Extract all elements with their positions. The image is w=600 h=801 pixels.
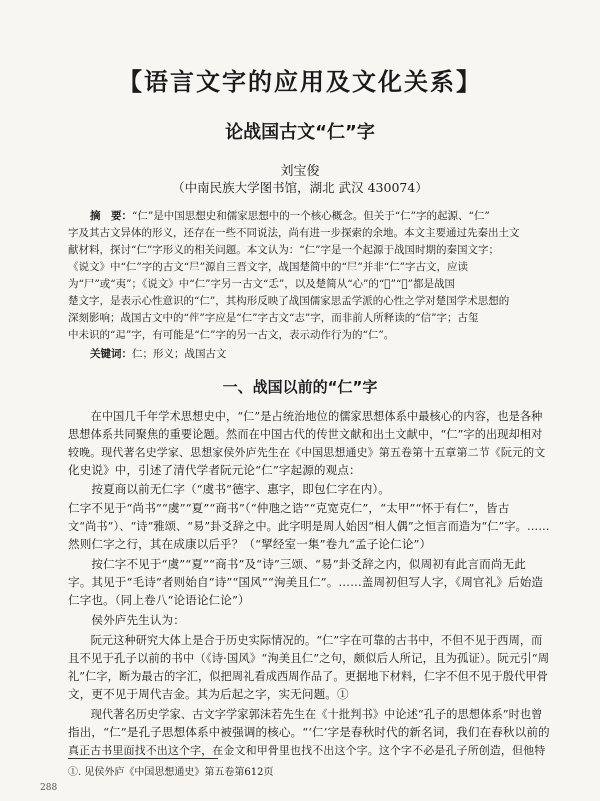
quote-line: 且不见于孔子以前的书中（《诗·国风》“洵美且仁”之句，颇似后人所记，且为孤证）。阮元引“周 [68, 651, 550, 665]
quote-line: 仁字不见于“尚书”“虞”“夏”“商书”（“仲虺之诰”“克宽克仁”，“太甲”“怀于有仁”，皆古 [68, 501, 510, 515]
column-title: 【语言文字的应用及文化关系】 [118, 68, 482, 96]
body-line: 较晚。现代著名史学家、思想家侯外庐先生在《中国思想通史》第五卷第十五章第二节《阮元的文 [68, 446, 546, 459]
quote-line: 文“尚书”）、“诗”雅颂、“易”卦爻辞之中。此字明是周人始因“相人偶”之恒言而造为“仁”字。…… [68, 520, 550, 533]
quote-line: 字。其见于“毛诗”者则始自“诗”“国风”“洵美且仁”。……盖周初但写人字，《周官礼》后始造 [68, 575, 544, 589]
page-number: 288 [40, 783, 58, 793]
body-line: 现代著名历史学家、古文字学家郭沫若先生在《十批判书》中论述“孔子的思想体系”时也曾 [68, 708, 543, 721]
author-name: 刘宝俊 [280, 164, 320, 179]
quote-line: 按夏商以前无仁字（“虞书”德字、惠字，即包仁字在内）。 [68, 482, 390, 496]
keywords-line [68, 346, 227, 361]
body-line: 在中国几千年学术思想史中，“仁”是占统治地位的儒家思想体系中最核心的内容，也是各种 [68, 410, 543, 423]
body-line: 指出，“仁”是孔子思想体系中被强调的核心。“‘仁’字是春秋时代的新名词，我们在春秋以前的 [68, 725, 550, 739]
abstract-line: 《说文》中“仁”字的古文“𡰥”源自三晋文字，战国楚简中的“𡰥”并非“仁”字古文，应读 [68, 261, 468, 273]
quote-line: 阮元这种研究大体上是合于历史实际情况的。“仁”字在可靠的古书中，不但不见于西周，而 [68, 634, 543, 647]
quote-line: 文，更不见于周代吉金。其为后起之字，实无问题。① [68, 687, 349, 701]
body-line: 思想体系共同聚焦的重要论题。然而在中国古代的传世文献和出土文献中，“仁”字的出现却相对 [68, 428, 543, 441]
abstract-line: 献材料，探讨“仁”字形义的相关问题。本文认为：“仁”字是一个起源于战国时期的秦国文字； [68, 244, 499, 256]
abstract-line: 楚文字，是表示心性意识的“仁”，其构形反映了战国儒家思孟学派的心性之学对楚国学术思想的 [68, 295, 510, 307]
quote-line: 仁字也。（同上卷八“论语论仁论”） [68, 593, 250, 607]
abstract-line: 为“尸”或“夷”；《说文》中“仁”字另一古文“忎”，以及楚简从“心”的“𢚩”“𢗹”都是战国 [68, 278, 456, 290]
quote-line: 然则仁字之行，其在成康以后乎？（“揅经室一集”卷九“孟子论仁论”） [68, 537, 432, 551]
quote-line: 按仁字不见于“虞”“夏”“商书”及“诗”三颂、“易”卦爻辞之内，似周初有此言而尚无此 [68, 557, 526, 571]
abstract-line: 深刻影响；战国古文中的“𠈭”字应是“仁”字古文“志”字，而非前人所释读的“信”字；古玺 [68, 312, 479, 324]
abstract-line: 摘 要：“仁”是中国思想史和儒家思想中的一个核心概念。但关于“仁”字的起源、“仁” [90, 210, 490, 222]
keywords-text: 仁；形义；战国古文 [132, 348, 227, 360]
footnote: ①. 见侯外庐《中国思想通史》第五卷第612页 [68, 767, 274, 778]
abstract-label: 摘 要： [90, 210, 132, 222]
footnote-divider [68, 758, 218, 759]
article-title: 论战国古文“仁”字 [225, 122, 375, 143]
body-line: 真正古书里面找不出这个字，在金文和甲骨里也找不出这个字。这个字不必是孔子所创造，但他特 [68, 744, 546, 757]
quote-line: 礼”仁字，断为最古的字汇，似把周礼看成西周作品了。更据地下材料，仁字不但不见于殷代甲骨 [68, 670, 548, 683]
author-affiliation: （中南民族大学图书馆，湖北 武汉 430074） [172, 180, 428, 195]
keywords-label: 关键词： [90, 348, 132, 360]
abstract-line: 字及其古文异体的形义，还存在一些不同说法，尚有进一步探索的余地。本文主要通过先秦出土文 [68, 227, 520, 239]
body-line: 化史说》中，引述了清代学者阮元论“仁”字起源的观点： [68, 463, 361, 477]
abstract-line: 中未识的“𨑓”字，有可能是“仁”字的另一古文，表示动作行为的“仁”。 [68, 329, 395, 341]
section-heading: 一、战国以前的“仁”字 [222, 378, 378, 396]
body-line: 侯外庐先生认为： [68, 613, 185, 627]
